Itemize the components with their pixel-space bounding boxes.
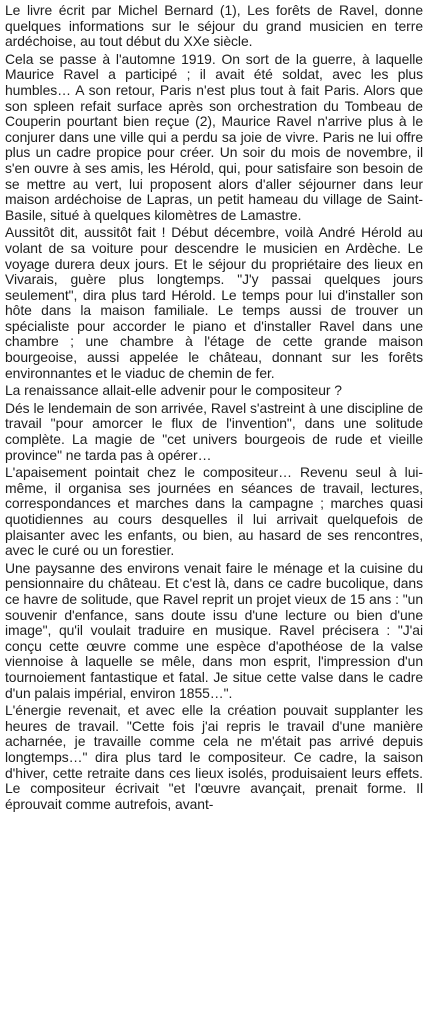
paragraph-energie: L'énergie revenait, et avec elle la création pouvait supplanter les heures de travail. "Cette fois j'ai repris le travail d'une manière acharnée, je travaille comme cela ne m'était pas arrivé depuis longtemps…" dira plus tard le compositeur. Ce cadre, la saison d'hiver, cette retraite dans ces lieux isolés, produisaient leurs effets. Le compositeur écrivait "et l'œuvre avançait, prenait forme. Il éprouvait comme autrefois, avant- — [5, 702, 423, 812]
paragraph-autumn-1919: Cela se passe à l'automne 1919. On sort de la guerre, à laquelle Maurice Ravel a participé ; il avait été soldat, avec les plus humbles… A son retour, Paris n'est plus tout à fait Paris. Alors que son spleen refait surface après son orchestration du Tombeau de Couperin pourtant bien reçue (2), Maurice Ravel n'arrive plus à le conjurer dans une ville qui a perdu sa joie de vivre. Paris ne lui offre plus un cadre propice pour créer. Un soir du mois de novembre, il s'en ouvre à ses amis, les Hérold, qui, pour satisfaire son besoin de se mettre au vert, lui proposent alors d'aller séjourner dans leur maison ardéchoise de Lapras, un petit hameau du village de Saint-Basile, situé à quelques kilomètres de Lamastre. — [5, 50, 423, 223]
paragraph-apaisement: L'apaisement pointait chez le compositeur… Revenu seul à lui-même, il organisa ses journées en séances de travail, lectures, correspondances et marches dans la campagne ; marches quasi quotidiennes au cours desquelles il lui arrivait quelquefois de plaisanter avec les enfants, ou bien, au hasard de ses rencontres, avec le curé ou un forestier. — [5, 464, 423, 559]
paragraph-journey: Aussitôt dit, aussitôt fait ! Début décembre, voilà André Hérold au volant de sa voiture pour descendre le musicien en Ardèche. Le voyage durera deux jours. Et le séjour du propriétaire des lieux en Vivarais, guère plus longtemps. "J'y passai quelques jours seulement", dira plus tard Hérold. Le temps pour lui d'installer son hôte dans la maison familiale. Le temps aussi de trouver un spécialiste pour accorder le piano et d'installer Ravel dans une chambre ; une chambre à l'étage de cette grande maison bourgeoise, aussi appelée le château, donnant sur les forêts environnantes et le viaduc de chemin de fer. — [5, 224, 423, 381]
paragraph-discipline: Dés le lendemain de son arrivée, Ravel s'astreint à une discipline de travail "pour amorcer le flux de l'invention", dans une solitude complète. La magie de "cet univers bourgeois de rude et vieille province" ne tarda pas à opérer… — [5, 399, 423, 463]
paragraph-question: La renaissance allait-elle advenir pour le compositeur ? — [5, 382, 342, 399]
paragraph-valse: Une paysanne des environs venait faire le ménage et la cuisine du pensionnaire du château. Et c'est là, dans ce cadre bucolique, dans ce havre de solitude, que Ravel reprit un projet vieux de 15 ans : "un souvenir d'enfance, sans doute issu d'une lecture ou bien d'une image", qu'il voulait traduire en musique. Ravel précisera : "J'ai conçu cette œuvre comme une espèce d'apothéose de la valse viennoise à laquelle se mêle, dans mon esprit, l'impression d'un tournoiement fantastique et fatal. Je situe cette valse dans le cadre d'un palais impérial, environ 1855…". — [5, 559, 423, 701]
article-body — [5, 3, 423, 812]
paragraph-intro: Le livre écrit par Michel Bernard (1), Les forêts de Ravel, donne quelques informations sur le séjour du grand musicien en terre ardéchoise, au tout début du XXe siècle. — [5, 2, 423, 50]
